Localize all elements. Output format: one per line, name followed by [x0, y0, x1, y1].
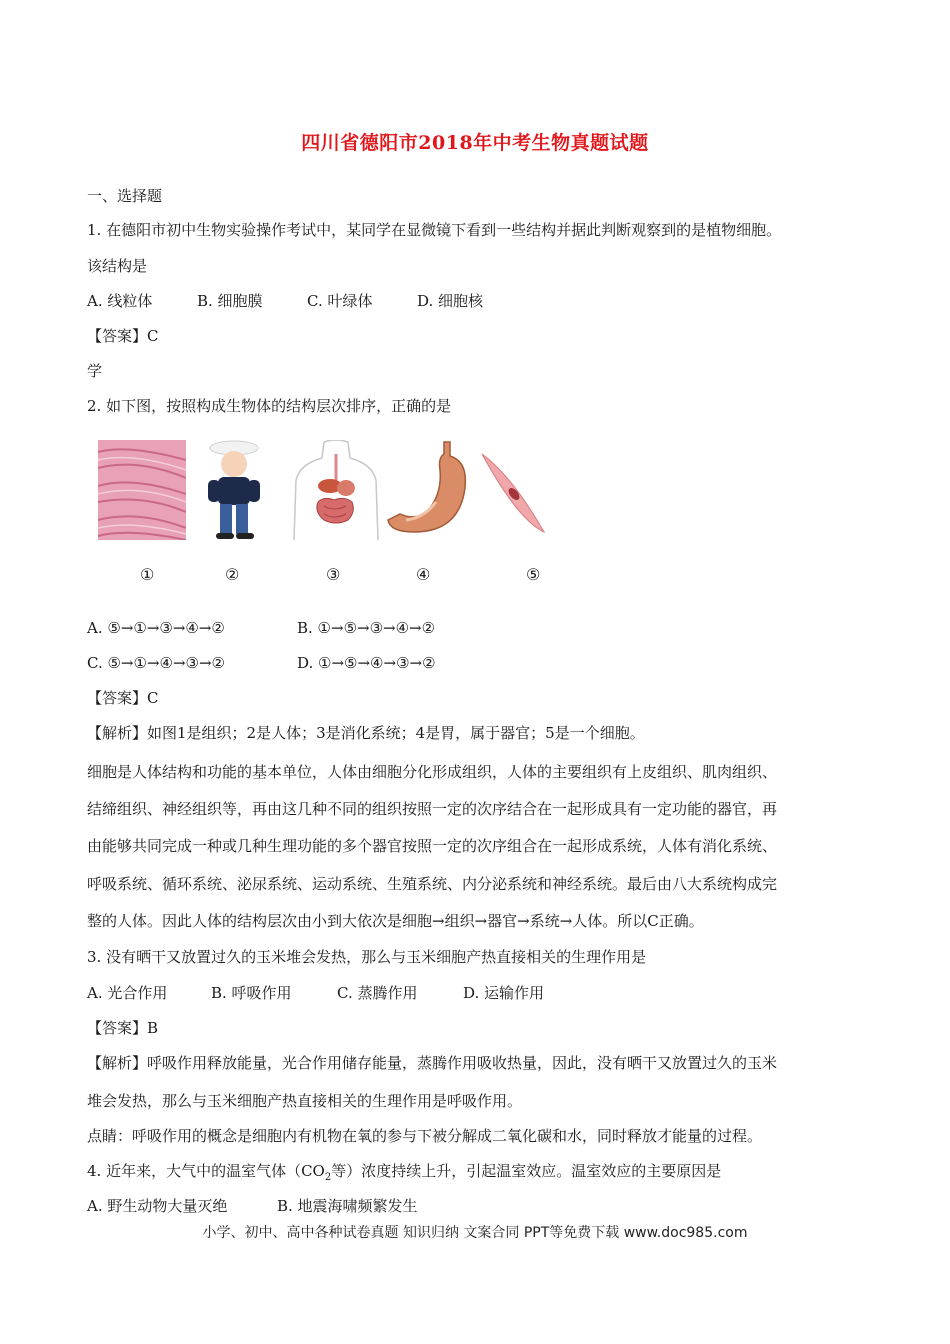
q3-option-d: D. 运输作用 — [463, 984, 545, 1002]
figure-label-1: ① — [140, 565, 155, 584]
q3-stem: 3. 没有晒干又放置过久的玉米堆会发热，那么与玉米细胞产热直接相关的生理作用是 — [87, 948, 647, 966]
q1-stem-line2: 该结构是 — [87, 257, 148, 275]
cell-image — [478, 440, 550, 540]
q3-option-a: A. 光合作用 — [87, 984, 168, 1002]
q1-note: 学 — [87, 362, 103, 380]
human-image — [190, 440, 278, 540]
q1-answer: 【答案】C — [87, 327, 159, 345]
q3-answer: 【答案】B — [87, 1019, 159, 1037]
q2-analysis-line3: 结缔组织、神经组织等，再由这几种不同的组织按照一定的次序结合在一起形成具有一定功能的器官，再 — [87, 800, 778, 818]
figure-label-2: ② — [225, 565, 240, 584]
q2-analysis-line1: 【解析】如图1是组织；2是人体；3是消化系统；4是胃，属于器官；5是一个细胞。 — [87, 724, 645, 742]
q4-options — [87, 1196, 418, 1216]
figure-label-5: ⑤ — [526, 565, 541, 584]
q4-stem-part2: 等）浓度持续上升，引起温室效应。温室效应的主要原因是 — [331, 1162, 722, 1180]
q1-option-d: D. 细胞核 — [417, 292, 484, 310]
digestive-system-image — [290, 440, 382, 540]
q3-analysis-line2: 堆会发热，那么与玉米细胞产热直接相关的生理作用是呼吸作用。 — [87, 1092, 523, 1110]
q2-option-a: A. ⑤→①→③→④→② — [87, 619, 225, 637]
q2-option-c: C. ⑤→①→④→③→② — [87, 654, 225, 672]
q4-stem-part1: 4. 近年来，大气中的温室气体（CO — [87, 1162, 325, 1180]
q3-analysis-line1: 【解析】呼吸作用释放能量，光合作用储存能量，蒸腾作用吸收热量，因此，没有晒干又放置过久的玉米 — [87, 1054, 778, 1072]
q1-option-b: B. 细胞膜 — [197, 292, 263, 310]
q2-analysis-line2: 细胞是人体结构和功能的基本单位，人体由细胞分化形成组织，人体的主要组织有上皮组织、肌肉组织、 — [87, 763, 778, 781]
page-title: 四川省德阳市2018年中考生物真题试题 — [301, 132, 649, 154]
q2-option-d: D. ①→⑤→④→③→② — [297, 654, 436, 672]
q1-stem-line1: 1. 在德阳市初中生物实验操作考试中，某同学在显微镜下看到一些结构并据此判断观察到的是植物细胞。 — [87, 221, 782, 239]
figure-label-3: ③ — [326, 565, 341, 584]
footer-banner: 小学、初中、高中各种试卷真题 知识归纳 文案合同 PPT等免费下载 www.doc985.com — [202, 1225, 748, 1241]
q3-options — [87, 983, 544, 1003]
q1-options — [87, 291, 483, 311]
q4-stem — [87, 1161, 721, 1188]
section-heading: 一、选择题 — [87, 187, 163, 205]
q2-analysis-line4: 由能够共同完成一种或几种生理功能的多个器官按照一定的次序组合在一起形成系统，人体有消化系统、 — [87, 837, 778, 855]
figure-label-4: ④ — [416, 565, 431, 584]
q2-stem: 2. 如下图，按照构成生物体的结构层次排序，正确的是 — [87, 397, 452, 415]
q3-option-c: C. 蒸腾作用 — [337, 984, 418, 1002]
q1-option-c: C. 叶绿体 — [307, 292, 373, 310]
tissue-image — [98, 440, 186, 540]
q2-analysis-line6: 整的人体。因此人体的结构层次由小到大依次是细胞→组织→器官→系统→人体。所以C正确。 — [87, 912, 704, 930]
q2-answer: 【答案】C — [87, 689, 159, 707]
q4-stem-subscript: 2 — [324, 1172, 332, 1183]
q3-analysis-line3: 点睛：呼吸作用的概念是细胞内有机物在氧的参与下被分解成二氧化碳和水，同时释放才能量的过程。 — [87, 1127, 763, 1145]
stomach-image — [384, 440, 474, 540]
q2-options-row2 — [87, 653, 436, 673]
q1-option-a: A. 线粒体 — [87, 292, 153, 310]
q2-option-b: B. ①→⑤→③→④→② — [297, 619, 436, 637]
q2-options-row1 — [87, 618, 435, 638]
q4-option-a: A. 野生动物大量灭绝 — [87, 1197, 228, 1215]
q3-option-b: B. 呼吸作用 — [211, 984, 292, 1002]
q2-analysis-line5: 呼吸系统、循环系统、泌尿系统、运动系统、生殖系统、内分泌系统和神经系统。最后由八大系统构成完 — [87, 875, 778, 893]
q4-option-b: B. 地震海啸频繁发生 — [277, 1197, 418, 1215]
